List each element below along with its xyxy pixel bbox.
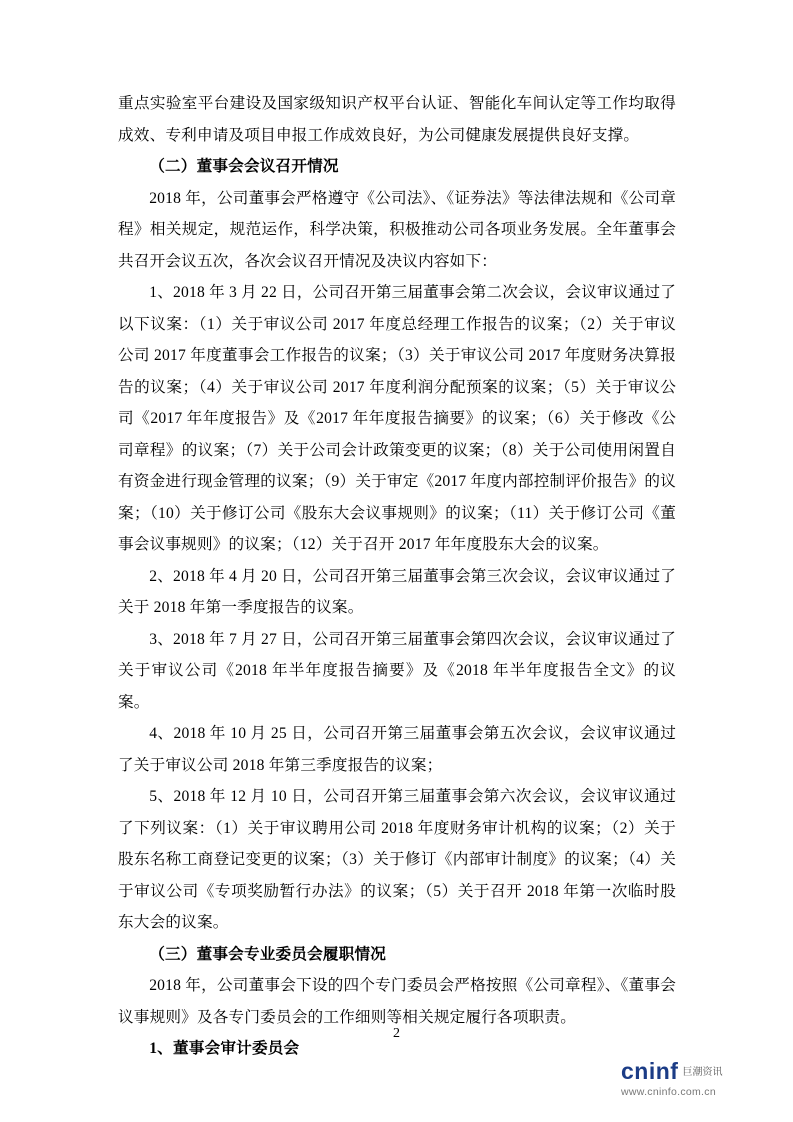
paragraph-committees: 2018 年，公司董事会下设的四个专门委员会严格按照《公司章程》、《董事会议事规则》及各专门委员会的工作细则等相关规定履行各项职责。 — [118, 977, 676, 1026]
paragraph-p3: 2018 年，公司董事会严格遵守《公司法》、《证券法》等法律法规和《公司章程》相关规定，规范运作，科学决策，积极推动公司各项业务发展。全年董事会共召开会议五次，各次会议召开情况及决议内容如下： — [118, 189, 676, 270]
cninfo-logo — [621, 1059, 761, 1098]
logo-url: www.cninfo.com.cn — [621, 1086, 716, 1098]
section-heading-board-meetings: （二）董事会会议召开情况 — [149, 158, 339, 175]
paragraph-meeting-2: 1、2018 年 3 月 22 日，公司召开第三届董事会第二次会议，会议审议通过了以下议案：（1）关于审议公司 2017 年度总经理工作报告的议案；（2）关于审议公司 2017 年度董事会工作报告的议案；（3）关于审议公司 2017 年度财务决算报告的议案；（4）关于审议公司 2017 年度利润分配预案的议案；（5）关于审议公司《2017 年年度报告》及《2017 年年度报告摘要》的议案；（6）关于修改《公司章程》的议案；（7）关于公司会计政策变更的议案；（8）关于公司使用闲置自有资金进行现金管理的议案；（9）关于审定《2017 年度内部控制评价报告》的议案；（10）关于修订公司《股东大会议事规则》的议案；（11）关于修订公司《董事会议事规则》的议案；（12）关于召开 2017 年年度股东大会的议案。 — [118, 284, 676, 553]
logo-wordmark: cninf — [621, 1058, 679, 1084]
paragraph-p1: 重点实验室平台建设及国家级知识产权平台认证、智能化车间认定等工作均取得成效、专利申请及项目申报工作成效良好，为公司健康发展提供良好支撑。 — [118, 95, 676, 144]
logo-chinese-name: 巨潮资讯 — [682, 1067, 723, 1078]
page-number: 2 — [393, 1026, 400, 1041]
page-body — [118, 88, 676, 1065]
subsection-heading-audit-committee: 1、董事会审计委员会 — [149, 1040, 300, 1057]
paragraph-meeting-5: 4、2018 年 10 月 25 日，公司召开第三届董事会第五次会议，会议审议通过了关于审议公司 2018 年第三季度报告的议案； — [118, 725, 676, 774]
paragraph-meeting-6: 5、2018 年 12 月 10 日，公司召开第三届董事会第六次会议，会议审议通过了下列议案：（1）关于审议聘用公司 2018 年度财务审计机构的议案；（2）关于股东名称工商登记变更的议案；（3）关于修订《内部审计制度》的议案；（4）关于审议公司《专项奖励暂行办法》的议案；（5）关于召开 2018 年第一次临时股东大会的议案。 — [118, 788, 676, 931]
paragraph-meeting-3: 2、2018 年 4 月 20 日，公司召开第三届董事会第三次会议，会议审议通过了关于 2018 年第一季度报告的议案。 — [118, 567, 676, 616]
section-heading-committees: （三）董事会专业委员会履职情况 — [149, 945, 387, 963]
paragraph-meeting-4: 3、2018 年 7 月 27 日，公司召开第三届董事会第四次会议，会议审议通过了关于审议公司《2018 年半年度报告摘要》及《2018 年半年度报告全文》的议案。 — [118, 630, 676, 711]
